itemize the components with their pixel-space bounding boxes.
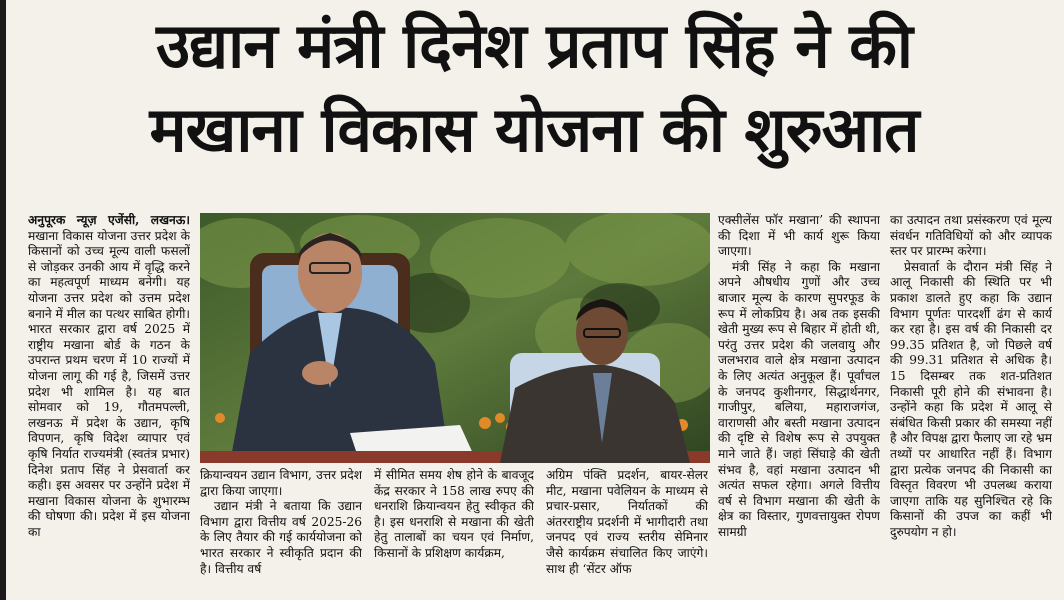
byline: अनुपूरक न्यूज़ एजेंसी, लखनऊ। <box>28 213 190 227</box>
page-edge-bar <box>0 0 6 600</box>
photo-illustration <box>200 213 710 463</box>
column-3-text: में सीमित समय शेष होने के बावजूद केंद्र सरकार ने 158 लाख रुपए की धनराशि क्रियान्वयन हेतु स्वीकृत की है। इस धनराशि से मखाना की खेती हेतु तालाबों का चयन एवं निर्माण, किसानों के प्रशिक्षण कार्यक्रम, <box>374 468 534 560</box>
article-column-1 <box>28 213 190 598</box>
article-column-3 <box>374 468 534 598</box>
column-5-para-1: एक्सीलेंस फॉर मखाना’ की स्थापना की दिशा में भी कार्य शुरू किया जाएगा। <box>718 213 880 259</box>
column-6-para-2: प्रेसवार्ता के दौरान मंत्री सिंह ने आलू निकासी की स्थिति पर भी प्रकाश डालते हुए कहा कि उद्यान विभाग पूर्णतः पारदर्शी ढंग से कार्य कर रहा है। इस वर्ष की निकासी दर 99.35 प्रतिशत है, जो पिछले वर्ष की 99.31 प्रतिशत से अधिक है। 15 दिसम्बर तक शत-प्रतिशत निकासी पूरी होने की संभावना है। उन्होंने कहा कि प्रदेश में आलू से संबंधित किसी प्रकार की समस्या नहीं है और विपक्ष द्वारा फैलाए जा रहे भ्रम तथ्यों पर आधारित नहीं हैं। विभाग द्वारा प्रत्येक जनपद की निकासी का विस्तृत विवरण भी उपलब्ध कराया जाएगा ताकि यह सुनिश्चित रहे कि किसानों की उपज का कहीं भी दुरुपयोग न हो। <box>890 259 1052 539</box>
article-column-6 <box>890 213 1052 598</box>
press-conference-photo <box>200 213 710 463</box>
column-4-text: अग्रिम पंक्ति प्रदर्शन, बायर-सेलर मीट, मखाना पवेलियन के माध्यम से प्रचार-प्रसार, निर्यातकों की अंतरराष्ट्रीय प्रदर्शनी में भागीदारी तथा जनपद एवं राज्य स्तरीय सेमिनार जैसे कार्यक्रम संचालित किए जाएंगे। साथ ही ‘सेंटर ऑफ <box>546 468 708 576</box>
headline <box>10 4 1058 172</box>
column-2-para-2: उद्यान मंत्री ने बताया कि उद्यान विभाग द्वारा वित्तीय वर्ष 2025-26 के लिए तैयार की गई कार्ययोजना को भारत सरकार ने स्वीकृति प्रदान की है। वित्तीय वर्ष <box>200 499 362 576</box>
headline-line-1: उद्यान मंत्री दिनेश प्रताप सिंह ने की <box>156 9 912 82</box>
column-2-para-1: क्रियान्वयन उद्यान विभाग, उत्तर प्रदेश द्वारा किया जाएगा। <box>200 468 362 498</box>
column-6-para-1: का उत्पादन तथा प्रसंस्करण एवं मूल्य संवर्धन गतिविधियों को और व्यापक स्तर पर प्रारम्भ करेगा। <box>890 213 1052 259</box>
article-column-5 <box>718 213 880 598</box>
column-5-para-2: मंत्री सिंह ने कहा कि मखाना अपने औषधीय गुणों और उच्च बाजार मूल्य के कारण सुपरफूड के रूप में लोकप्रिय है। अब तक इसकी खेती मुख्य रूप से बिहार में होती थी, परंतु उत्तर प्रदेश की जलवायु और जलभराव वाले क्षेत्र मखाना उत्पादन के लिए अत्यंत अनुकूल हैं। पूर्वांचल के जनपद कुशीनगर, सिद्धार्थनगर, गाजीपुर, बलिया, महाराजगंज, वाराणसी और बस्ती मखाना उत्पादन की दृष्टि से विशेष रूप से उपयुक्त माने जाते हैं। जहां सिंघाड़े की खेती संभव है, वहां मखाना उत्पादन भी अत्यंत सफल रहेगा। अगले वित्तीय वर्ष से विभाग मखाना की खेती के क्षेत्र का विस्तार, गुणवत्तायुक्त रोपण सामग्री <box>718 259 880 539</box>
headline-line-2: मखाना विकास योजना की शुरुआत <box>149 93 919 166</box>
article-column-2 <box>200 468 362 598</box>
article-column-4 <box>546 468 708 598</box>
column-1-text: मखाना विकास योजना उत्तर प्रदेश के किसानों को उच्च मूल्य वाली फसलों से जोड़कर उनकी आय में वृद्धि करने का महत्वपूर्ण माध्यम बनेगी। यह योजना उत्तर प्रदेश को उत्तम प्रदेश बनाने में मील का पत्थर साबित होगी। भारत सरकार द्वारा वर्ष 2025 में राष्ट्रीय मखाना बोर्ड के गठन के उपरान्त प्रथम चरण में 10 राज्यों में योजना लागू की गई है, जिसमें उत्तर प्रदेश भी शामिल है। यह बात सोमवार को 19, गौतमपल्ली, लखनऊ में प्रदेश के उद्यान, कृषि विपणन, कृषि विदेश व्यापार एवं कृषि निर्यात राज्यमंत्री (स्वतंत्र प्रभार) दिनेश प्रताप सिंह ने प्रेसवार्ता कर कही। इस अवसर पर उन्होंने प्रदेश में मखाना विकास योजना के शुभारम्भ की घोषणा की। प्रदेश में इस योजना का <box>28 228 190 539</box>
